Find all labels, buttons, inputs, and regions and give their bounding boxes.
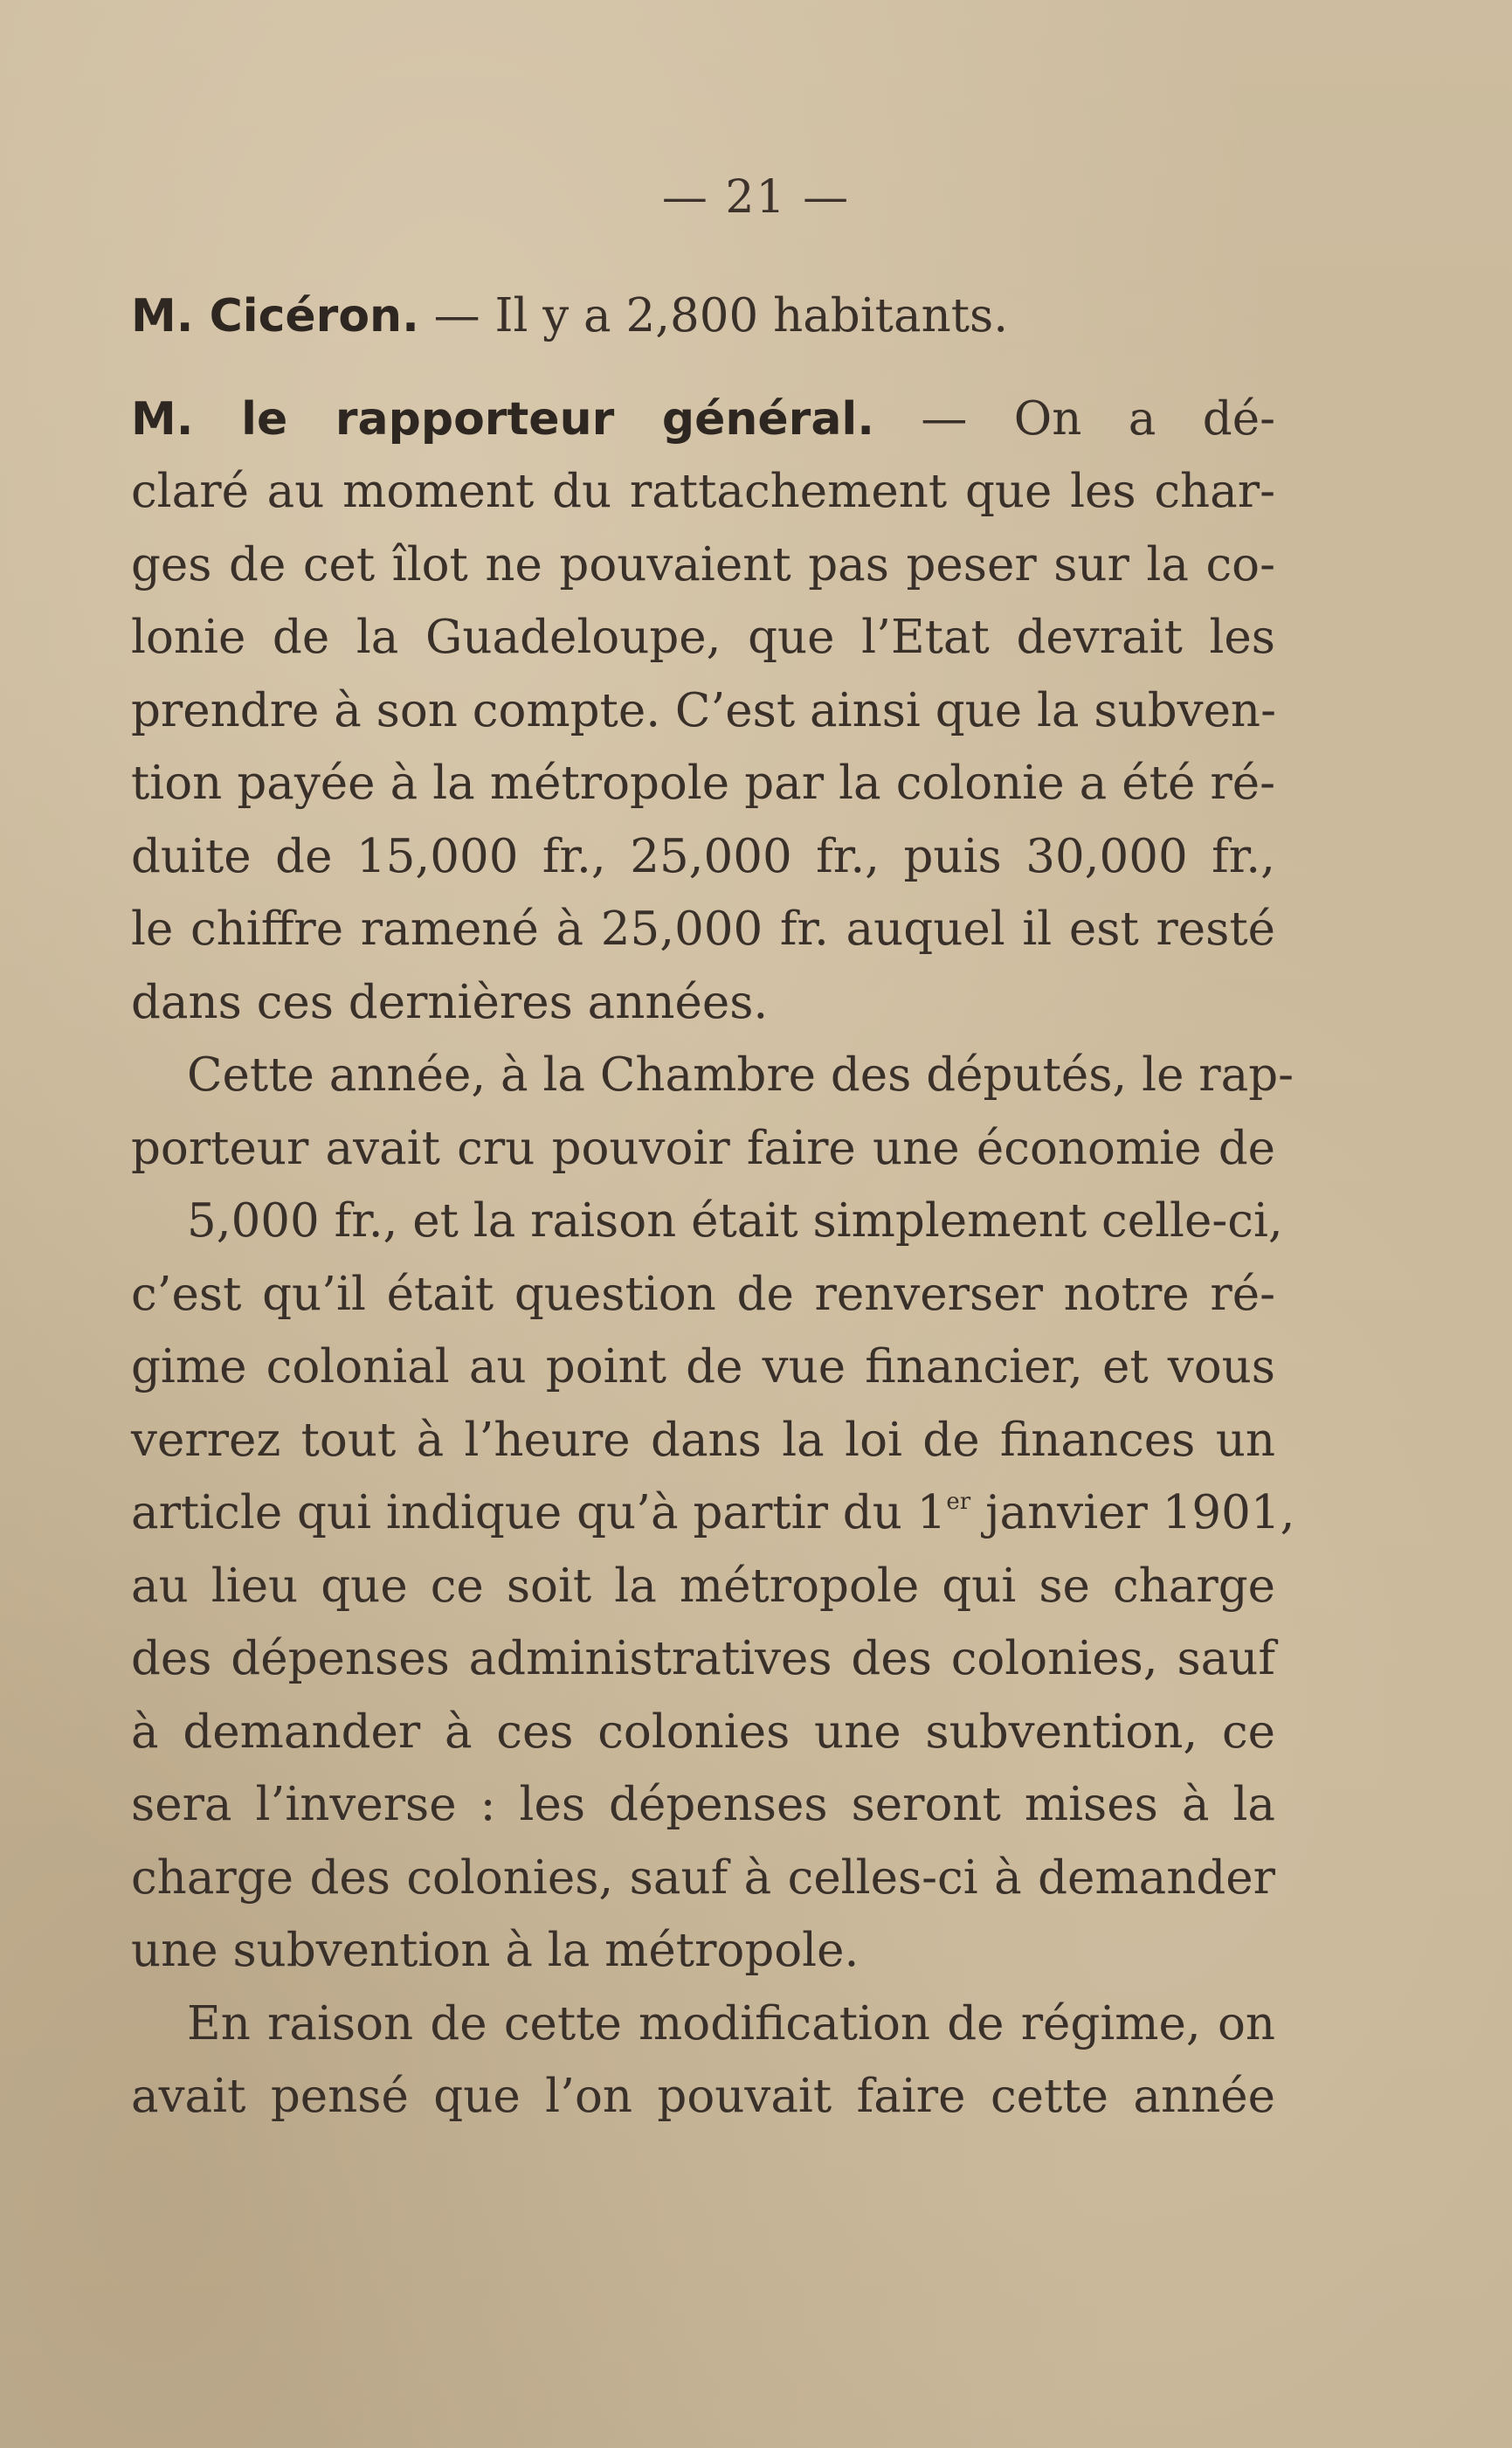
superscript: er xyxy=(946,1489,971,1515)
text-line: tion payée à la métropole par la colonie a été ré- xyxy=(131,757,1275,810)
page-number: — 21 — xyxy=(661,171,851,224)
speech-line xyxy=(131,280,1275,353)
text-line: dans ces dernières années. xyxy=(131,975,769,1029)
text-line: Cette année, à la Chambre des députés, le rap- xyxy=(187,1048,1295,1102)
text-line: porteur avait cru pouvoir faire une économie de xyxy=(131,1121,1275,1175)
text-line: avait pensé que l’on pouvait faire cette année xyxy=(131,2070,1275,2123)
text-line: charge des colonies, sauf à celles-ci à demander xyxy=(131,1850,1275,1905)
text-line xyxy=(131,1476,1295,1550)
speech-text: — Il y a 2,800 habitants. xyxy=(418,289,1009,342)
text-line: des dépenses administratives des colonies, sauf xyxy=(131,1632,1275,1685)
text-line: verrez tout à l’heure dans la loi de finances un xyxy=(131,1413,1275,1467)
text-line: à demander à ces colonies une subvention, ce xyxy=(131,1705,1275,1759)
text-line: duite de 15,000 fr., 25,000 fr., puis 30,000 fr., xyxy=(131,829,1275,883)
text-line: le chiffre ramené à 25,000 fr. auquel il est resté xyxy=(131,902,1275,956)
text-line: lonie de la Guadeloupe, que l’Etat devrait les xyxy=(131,611,1275,664)
text-line: ges de cet îlot ne pouvaient pas peser sur la co- xyxy=(131,537,1275,591)
text-fragment: janvier 1901, xyxy=(970,1486,1295,1539)
text-line: une subvention à la métropole. xyxy=(131,1924,860,1977)
text-line: 5,000 fr., et la raison était simplement celle-ci, xyxy=(187,1194,1283,1248)
speech-text: — On a dé- xyxy=(874,391,1275,446)
text-line: sera l’inverse : les dépenses seront mises à la xyxy=(131,1778,1275,1831)
text-line: claré au moment du rattachement que les char- xyxy=(131,465,1275,518)
speech-line xyxy=(131,383,1275,456)
speaker-name: M. Cicéron. xyxy=(131,290,419,342)
text-line: En raison de cette modification de régime, on xyxy=(187,1996,1275,2050)
text-line: prendre à son compte. C’est ainsi que la subven- xyxy=(131,683,1276,737)
text-fragment: article qui indique qu’à partir du 1 xyxy=(131,1486,947,1539)
text-line: gime colonial au point de vue financier, et vous xyxy=(131,1340,1275,1393)
speaker-name: M. le rapporteur général. xyxy=(131,392,874,446)
text-line: au lieu que ce soit la métropole qui se charge xyxy=(131,1559,1275,1613)
text-line: c’est qu’il était question de renverser notre ré- xyxy=(131,1267,1275,1321)
paragraph-gap xyxy=(131,353,1275,383)
body-text xyxy=(131,280,1295,2133)
